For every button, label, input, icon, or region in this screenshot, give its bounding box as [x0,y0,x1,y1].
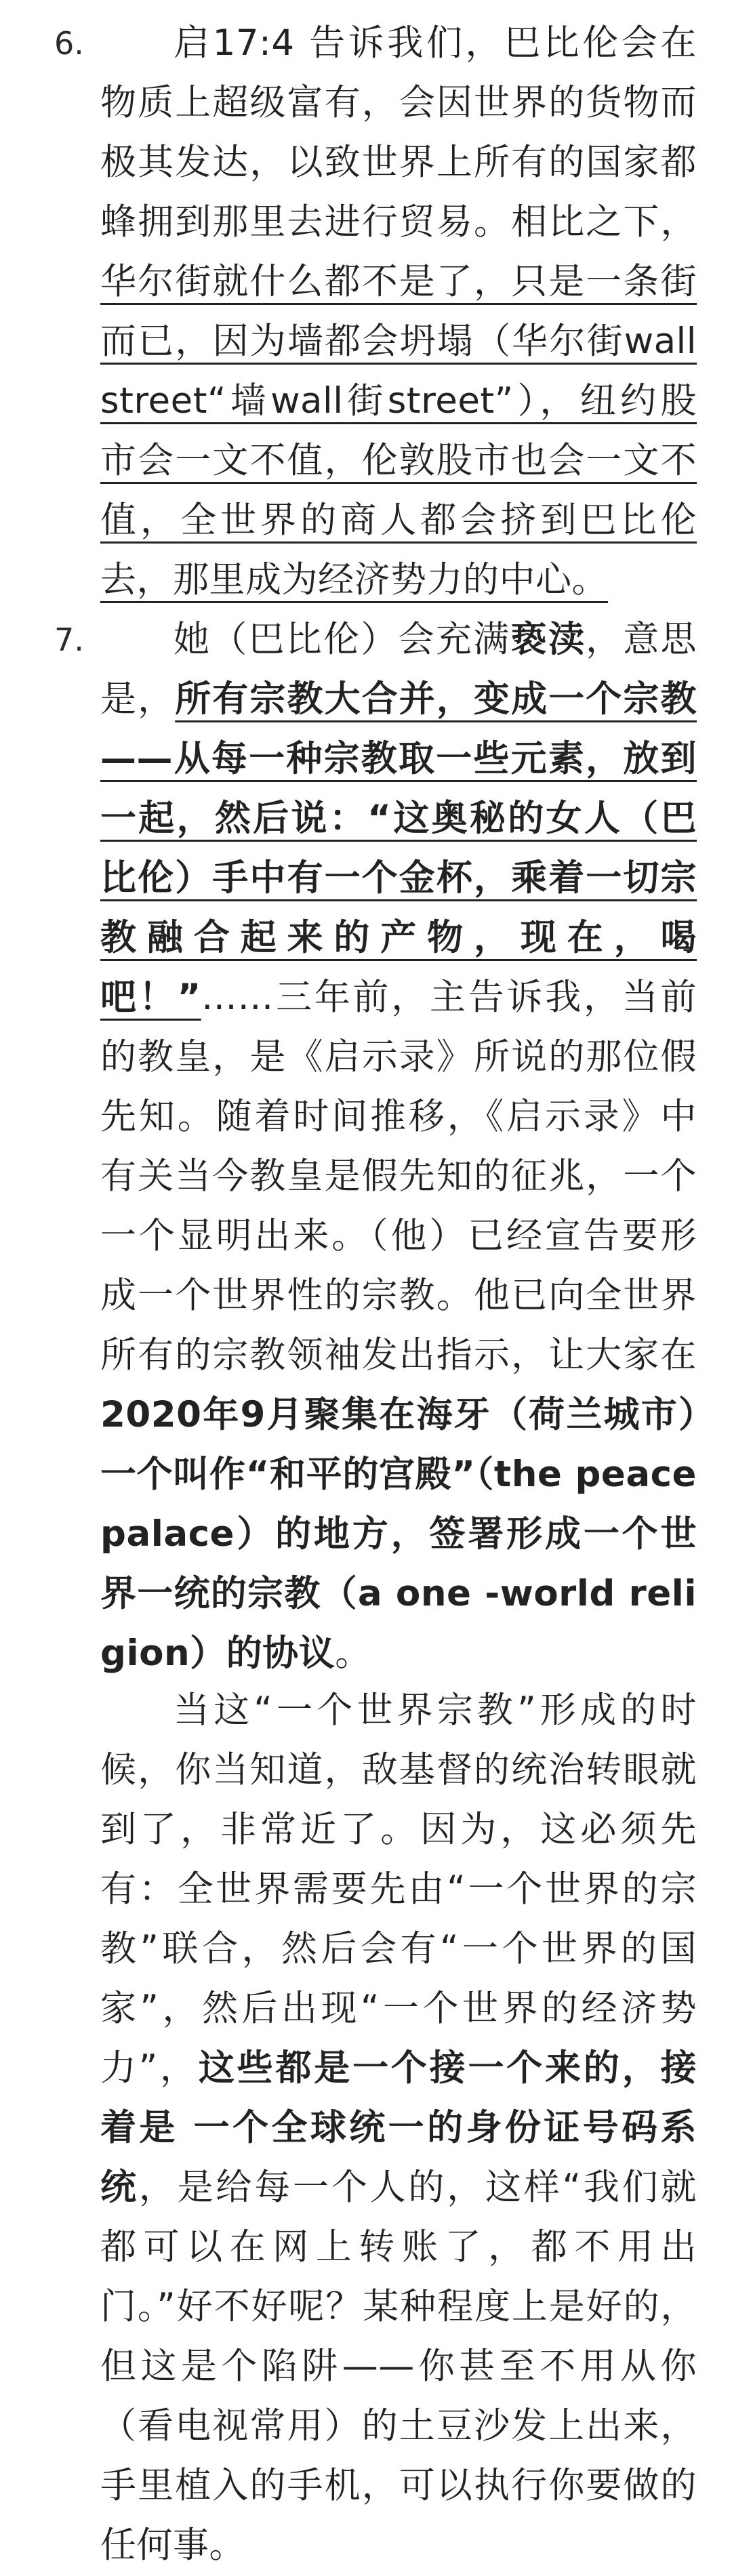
underlined-text-run: 华尔街就什么都不是了，只是一条街而已，因为墙都会坍塌（华尔街wallstreet“墙wall街street”），纽约股市会一文不值，伦敦股市也会一文不值，全世界的商人都会挤到巴比伦去，那里成为经济势力的中心。 [100,261,697,600]
text-run: ……三年前，主告诉我，当前的教皇，是《启示录》所说的那位假先知。随着时间推移，《启示录》中有关当今教皇是假先知的征兆，一个一个显明出来。（他）已经宣告要形成一个世界性的宗教。他已向全世界所有的宗教领袖发出指示，让大家在 [100,977,697,1376]
text-run: ，是给每一个人的，这样“我们就都可以在网上转账了，都不用出门。”好不好呢？某种程度上是好的，但这是个陷阱——你甚至不用从你（看电视常用）的土豆沙发上出来，手里植入的手机，可以执行你要做的任何事。 [100,2167,697,2566]
list-number: 6. [54,25,84,62]
item-text [100,14,697,610]
bold-underlined-text-run: 所有宗教大合并，变成一个宗教——从每一种宗教取一些元素，放到一起，然后说：“这奥秘的女人（巴比伦）手中有一个金杯，乘着一切宗教融合起来的产物，现在，喝吧！” [100,678,697,1018]
list-number: 7. [54,621,84,658]
bold-text-run: 2020年9月聚集在海牙（荷兰城市）一个叫作“和平的宫殿”（the peacepalace）的地方，签署形成一个世界一统的宗教（a one -world religion）的协议 [100,1394,697,1674]
bold-text-run: 这些都是一个接一个来的，接着是 一个全球统一的身份证号码系统 [100,2047,697,2208]
paragraph-text [100,1681,697,2575]
item-text [100,610,697,1683]
text-run: 。 [335,1633,371,1674]
text-run: 当这“一个世界宗教”形成的时候，你当知道，敌基督的统治转眼就到了，非常近了。因为，这必须先有：全世界需要先由“一个世界的宗教”联合，然后会有“一个世界的国家”，然后出现“一个世界的经济势力”， [100,1690,697,2089]
text-run: 启17:4 告诉我们，巴比伦会在物质上超级富有，会因世界的货物而极其发达，以致世界上所有的国家都蜂拥到那里去进行贸易。相比之下， [100,22,697,243]
bold-text-run: 亵渎 [510,619,586,660]
text-run: 她（巴比伦）会充满 [174,619,511,660]
text-run: ，意思是， [100,619,697,720]
